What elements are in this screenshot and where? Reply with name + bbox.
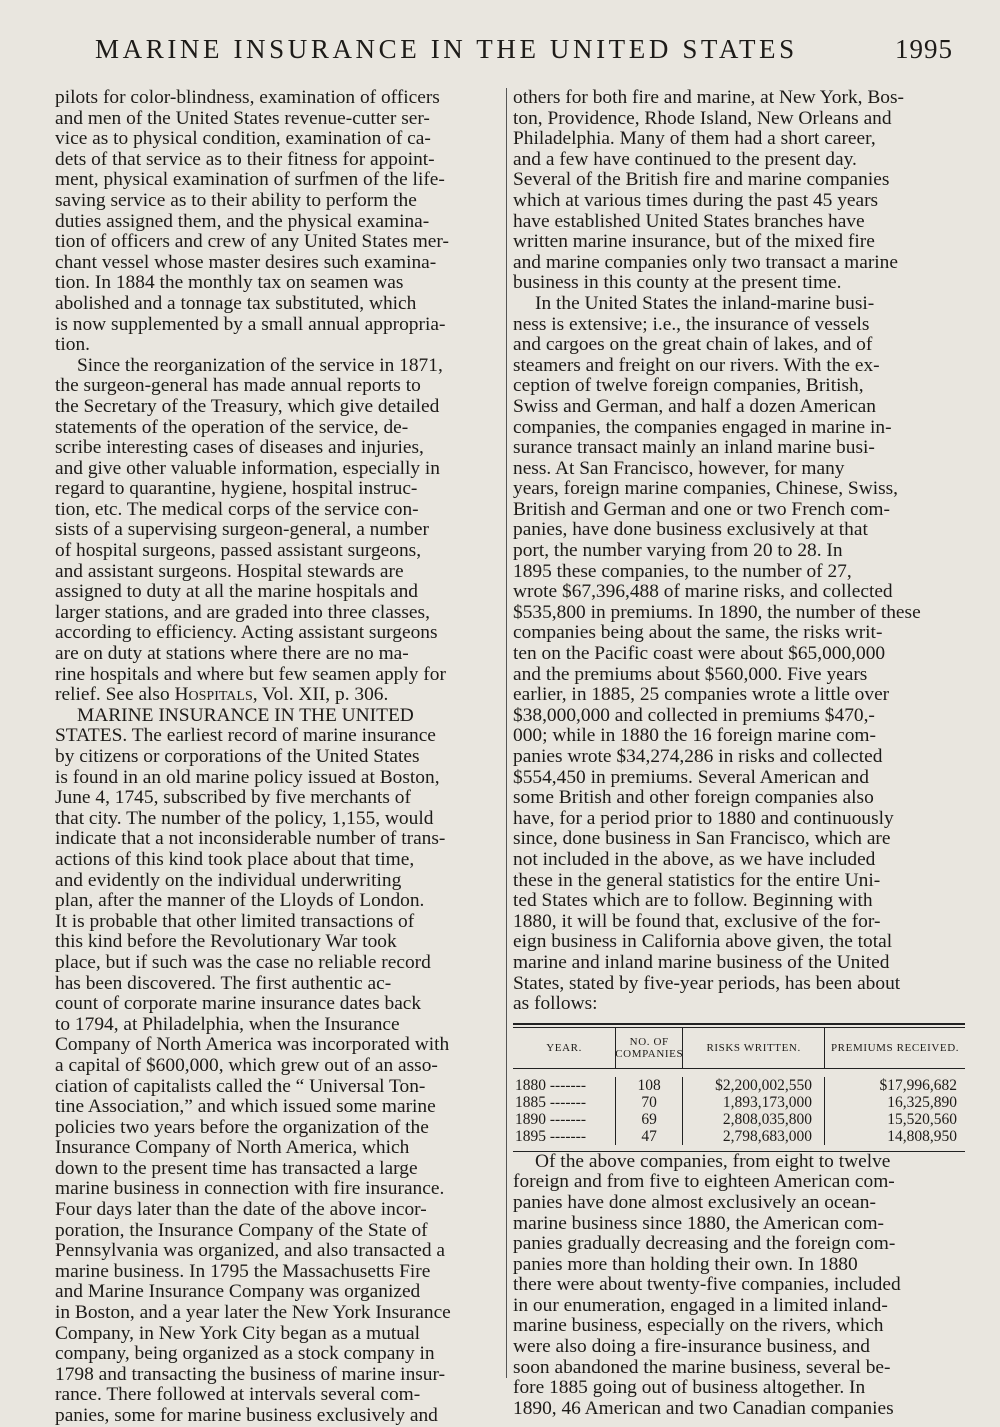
table-cell: 1890 -------	[515, 1110, 587, 1128]
text-line: foreign and from five to eighteen American com-	[513, 1171, 895, 1193]
text-line: company, being organized as a stock company in	[55, 1343, 435, 1365]
table-header-row	[513, 1028, 965, 1069]
text-line: STATES. The earliest record of marine insurance	[55, 725, 436, 747]
text-line: and assistant surgeons. Hospital stewards are	[55, 560, 404, 582]
table-cell: 47	[641, 1127, 657, 1145]
text-line: marine business. In 1795 the Massachusetts Fire	[55, 1260, 431, 1282]
table-rule	[513, 1023, 965, 1025]
text-line: marine and inland marine business of the United	[513, 951, 890, 973]
text-line: $554,450 in premiums. Several American and	[513, 766, 869, 788]
text-line: ted States which are to follow. Beginning with	[513, 890, 873, 912]
text-line: panies have done almost exclusively an ocean-	[513, 1191, 876, 1213]
text-line: dets of that service as to their fitness for appoint-	[55, 148, 435, 170]
text-line: companies, the companies engaged in marine in-	[513, 416, 892, 438]
text-line: Four days later than the date of the above incor-	[55, 1199, 427, 1221]
text-line: Pennsylvania was organized, and also transacted a	[55, 1240, 446, 1262]
text-line: 000; while in 1880 the 16 foreign marine com-	[513, 725, 876, 747]
text-line: fore 1885 going out of business altogether. In	[513, 1377, 866, 1399]
text-line: the Secretary of the Treasury, which give detailed	[55, 395, 440, 417]
text-line: this kind before the Revolutionary War took	[55, 931, 397, 953]
text-line: are on duty at stations where there are no ma-	[55, 643, 409, 665]
text-line: indicate that a not inconsiderable number of trans-	[55, 828, 446, 850]
text-line: Company, in New York City began as a mutual	[55, 1322, 420, 1344]
text-line: It is probable that other limited transactions of	[55, 910, 415, 932]
text-line: Since the reorganization of the service in 1871,	[77, 354, 443, 376]
text-line: Swiss and German, and half a dozen American	[513, 395, 876, 417]
text-line: pilots for color-blindness, examination of officers	[55, 87, 440, 108]
text-line: since, done business in San Francisco, which are	[513, 828, 891, 850]
text-line: some British and other foreign companies also	[513, 787, 874, 809]
text-line: 1890, 46 American and two Canadian companies	[513, 1397, 894, 1419]
text-line: statements of the operation of the service, de-	[55, 416, 409, 438]
text-line: $38,000,000 and collected in premiums $470,-	[513, 704, 875, 726]
text-line: business in this county at the present time.	[513, 272, 842, 294]
text-line: 1880, it will be found that, exclusive of the for-	[513, 910, 881, 932]
header-risks: RISKS WRITTEN.	[682, 1028, 824, 1068]
table-cell: $2,200,002,550	[715, 1076, 812, 1094]
text-line: tion. In 1884 the monthly tax on seamen was	[55, 272, 404, 294]
text-line: abolished and a tonnage tax substituted, which	[55, 292, 417, 314]
text-line: marine business in connection with fire insurance.	[55, 1178, 445, 1200]
text-line: 1895 these companies, to the number of 27,	[513, 560, 852, 582]
text-line: has been discovered. The first authentic ac-	[55, 972, 392, 994]
risks-column	[682, 1077, 824, 1145]
text-line: larger stations, and are graded into three classes,	[55, 601, 430, 623]
text-line: others for both fire and marine, at New York, Bos-	[513, 87, 904, 108]
table-cell: 16,325,890	[887, 1093, 957, 1111]
text-line: place, but if such was the case no reliable record	[55, 951, 431, 973]
text-line: tion.	[55, 334, 91, 356]
text-line: a capital of $600,000, which grew out of an asso-	[55, 1054, 438, 1076]
text-line: were also doing a fire-insurance business, and	[513, 1336, 870, 1358]
text-line: panies, have done business exclusively at that	[513, 519, 868, 541]
text-line: ten on the Pacific coast were about $65,000,000	[513, 643, 886, 665]
text-line: and Marine Insurance Company was organized	[55, 1281, 421, 1303]
left-column	[55, 88, 502, 1427]
text-line: in our enumeration, engaged in a limited inland-	[513, 1294, 888, 1316]
text-line: MARINE INSURANCE IN THE UNITED	[77, 704, 414, 726]
text-line: wrote $67,396,488 of marine risks, and collected	[513, 581, 893, 603]
table-cell: 2,798,683,000	[722, 1127, 812, 1145]
text-line: marine business, especially on the rivers, which	[513, 1315, 884, 1337]
text-line: down to the present time has transacted a large	[55, 1157, 418, 1179]
text-line: port, the number varying from 20 to 28. In	[513, 540, 843, 562]
text-line: panies wrote $34,274,286 in risks and collected	[513, 746, 883, 767]
text-line: marine business since 1880, the American com-	[513, 1212, 885, 1234]
text-line: and the premiums about $560,000. Five years	[513, 663, 868, 685]
table-cell: 108	[637, 1076, 661, 1094]
text-line: ment, physical examination of surfmen of the life-	[55, 169, 445, 191]
table-cell: $17,996,682	[879, 1076, 957, 1094]
text-line: not included in the above, as we have included	[513, 848, 876, 870]
table-cell: 1,893,173,000	[722, 1093, 812, 1111]
header-year: YEAR.	[546, 1041, 582, 1054]
cross-reference: Hospitals	[174, 684, 253, 706]
text-line: and evidently on the individual underwriting	[55, 869, 402, 891]
text-line: assigned to duty at all the marine hospitals and	[55, 581, 418, 603]
text-line: duties assigned them, and the physical examina-	[55, 210, 430, 232]
text-line: that city. The number of the policy, 1,155, would	[55, 807, 434, 829]
text-line: is found in an old marine policy issued at Boston,	[55, 766, 440, 788]
right-column	[513, 88, 963, 1419]
text-line: and give other valuable information, especially in	[55, 457, 440, 479]
text-line: in Boston, and a year later the New York Insurance	[55, 1302, 451, 1324]
text-line: vice as to physical condition, examination of ca-	[55, 128, 431, 150]
text-line: earlier, in 1885, 25 companies wrote a little over	[513, 684, 890, 706]
page-title: MARINE INSURANCE IN THE UNITED STATES	[95, 34, 798, 64]
statistics-table	[513, 1023, 965, 1152]
text-line: States, stated by five-year periods, has been about	[513, 972, 901, 994]
table-cell: 15,520,560	[887, 1110, 957, 1128]
text-line: and men of the United States revenue-cutter ser-	[55, 107, 430, 129]
header-companies: NO. OF COMPANIES	[615, 1028, 682, 1068]
table-cell: 69	[641, 1110, 657, 1128]
text-line: years, foreign marine companies, Chinese, Swiss,	[513, 478, 899, 500]
text-line: In the United States the inland-marine busi-	[535, 292, 875, 314]
text-line: Of the above companies, from eight to twelve	[535, 1150, 891, 1172]
text-line: policies two years before the organization of the	[55, 1116, 429, 1138]
table-cell: 14,808,950	[887, 1127, 957, 1145]
companies-column	[615, 1077, 682, 1145]
text-line: ton, Providence, Rhode Island, New Orleans and	[513, 107, 892, 129]
text-line: there were about twenty-five companies, included	[513, 1274, 901, 1296]
text-line	[55, 685, 502, 706]
page-number: 1995	[895, 34, 953, 64]
paragraph	[513, 88, 963, 294]
text-line: the surgeon-general has made annual reports to	[55, 375, 421, 397]
text-line: is now supplemented by a small annual appropria-	[55, 313, 446, 335]
text-line: plan, after the manner of the Lloyds of London.	[55, 890, 425, 912]
paragraph	[55, 356, 502, 706]
text-line: which at various times during the past 45 years	[513, 189, 879, 211]
text-line: actions of this kind took place about that time,	[55, 848, 415, 870]
text-line: eign business in California above given, the total	[513, 931, 893, 953]
text-line: Insurance Company of North America, which	[55, 1137, 410, 1159]
text-line: chant vessel whose master desires such examina-	[55, 251, 437, 273]
text-line: and cargoes on the great chain of lakes, and of	[513, 334, 873, 356]
running-header	[0, 34, 1000, 74]
paragraph	[513, 1152, 963, 1420]
text-line: rance. There followed at intervals several com-	[55, 1384, 421, 1406]
table-cell: 1880 -------	[515, 1076, 587, 1094]
text-line: and a few have continued to the present day.	[513, 148, 857, 170]
text-line: companies being about the same, the risks writ-	[513, 622, 883, 644]
table-cell: 1895 -------	[515, 1127, 587, 1145]
text-line: June 4, 1745, subscribed by five merchants of	[55, 787, 411, 809]
text-line: count of corporate marine insurance dates back	[55, 993, 422, 1015]
header-premiums: PREMIUMS RECEIVED.	[824, 1028, 965, 1068]
text-line: of hospital surgeons, passed assistant surgeons,	[55, 540, 422, 562]
text-line: $535,800 in premiums. In 1890, the number of these	[513, 601, 921, 623]
text-line: have established United States branches have	[513, 210, 865, 232]
year-column	[513, 1077, 615, 1145]
paragraph	[513, 294, 963, 1015]
text-line: as follows:	[513, 993, 598, 1015]
table-cell: 70	[641, 1093, 657, 1111]
text-line: Philadelphia. Many of them had a short career,	[513, 128, 876, 150]
text-line: written marine insurance, but of the mixed fire	[513, 231, 875, 253]
table-cell: 2,808,035,800	[722, 1110, 812, 1128]
text-line: ception of twelve foreign companies, British,	[513, 375, 864, 397]
text-line: British and German and one or two French com-	[513, 498, 890, 520]
text-line: soon abandoned the marine business, several be-	[513, 1356, 891, 1378]
text-line: tion, etc. The medical corps of the service con-	[55, 498, 419, 520]
paragraph	[55, 88, 502, 356]
text-line: tion of officers and crew of any United States mer-	[55, 231, 449, 253]
text-line: sists of a supervising surgeon-general, a number	[55, 519, 429, 541]
text-line: Company of North America was incorporated with	[55, 1034, 450, 1056]
text-line: scribe interesting cases of diseases and injuries,	[55, 437, 424, 459]
text-segment: , Vol. XII, p. 306.	[252, 684, 389, 706]
text-line: according to efficiency. Acting assistant surgeons	[55, 622, 438, 644]
text-line: ciation of capitalists called the “ Universal Ton-	[55, 1075, 426, 1097]
text-line: surance transact mainly an inland marine busi-	[513, 437, 875, 459]
text-line: ness. At San Francisco, however, for many	[513, 457, 845, 479]
text-line: by citizens or corporations of the United States	[55, 746, 420, 767]
text-line: rine hospitals and where but few seamen apply for	[55, 663, 446, 685]
text-line: Several of the British fire and marine companies	[513, 169, 890, 191]
text-line: have, for a period prior to 1880 and continuously	[513, 807, 894, 829]
text-line: panies, some for marine business exclusively and	[55, 1405, 438, 1426]
text-line: tine Association,” and which issued some marine	[55, 1096, 436, 1118]
text-line: ness is extensive; i.e., the insurance of vessels	[513, 313, 870, 335]
text-line: panies gradually decreasing and the foreign com-	[513, 1233, 896, 1255]
text-line: 1798 and transacting the business of marine insur-	[55, 1363, 446, 1385]
table-cell: 1885 -------	[515, 1093, 587, 1111]
text-line: and marine companies only two transact a marine	[513, 251, 898, 273]
text-line: panies more than holding their own. In 1880	[513, 1253, 858, 1275]
paragraph	[55, 706, 502, 1427]
premiums-column	[824, 1077, 965, 1145]
text-line: saving service as to their ability to perform the	[55, 189, 417, 211]
text-line: these in the general statistics for the entire Uni-	[513, 869, 881, 891]
column-divider	[506, 88, 507, 1378]
text-line: poration, the Insurance Company of the State of	[55, 1219, 428, 1241]
table-body	[513, 1069, 965, 1152]
text-line: to 1794, at Philadelphia, when the Insurance	[55, 1013, 400, 1035]
text-line: steamers and freight on our rivers. With the ex-	[513, 354, 880, 376]
text-segment: relief. See also	[55, 684, 175, 706]
text-line: regard to quarantine, hygiene, hospital instruc-	[55, 478, 418, 500]
